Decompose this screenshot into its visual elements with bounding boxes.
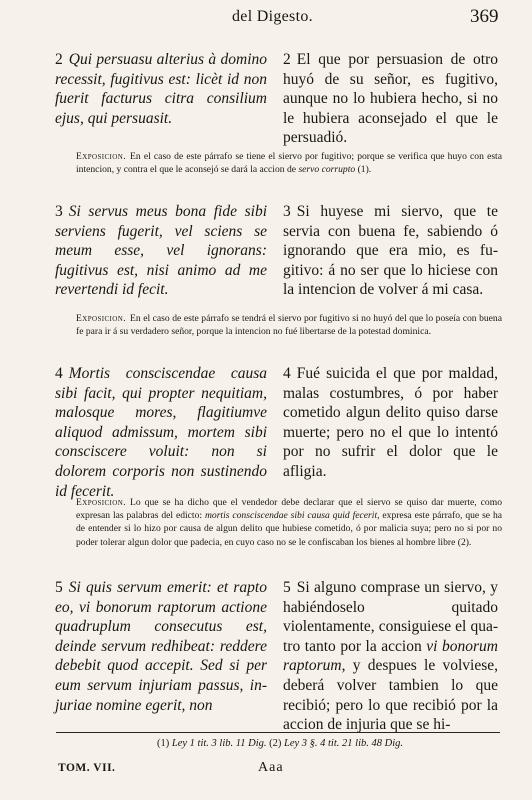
signature-mark: TOM. VII.	[58, 762, 116, 774]
catchword: Aaa	[258, 760, 284, 775]
exposicion-text: Lo que se ha dicho que el vendedor debe declarar que el siervo se quiso dar muerte, como expresan las palabras del edicto:	[76, 497, 502, 522]
exposicion-italic: servo corrupto	[298, 164, 356, 176]
latin-number: 4	[55, 365, 63, 382]
latin-paragraph: Mortis consciscendae causa sibi facit, qui propter nequitiam, malosque mores, flagitiumve aliquod admissum, mortem sibi consciscere voluit: non si dolorem corporis non sustinendo id fecerit.	[55, 365, 267, 500]
spanish-paragraph: Si huyese mi siervo, que te servia con buena fe, sabiendo ó ignorando que era mio, es fugitivo: á no ser que lo hiciese con la intencion de volver á mi casa.	[283, 203, 498, 299]
spanish-text	[283, 50, 498, 148]
page-header	[0, 8, 532, 34]
spanish-paragraph-a: Si alguno comprase un siervo, y habiéndoselo quitado violentamente, consiguiese el quatro tanto por la accion	[283, 579, 498, 655]
latin-number: 3	[55, 203, 63, 220]
spanish-paragraph: Fué suicida el que por maldad, malas costumbres, ó por haber cometido algun delito quiso darse muerte; pero no el que lo intentó por no sufrir el dolor que le afligia.	[283, 365, 498, 480]
latin-text	[55, 364, 267, 501]
footnote-marker-2: (2)	[269, 738, 282, 749]
footnote-rule	[56, 732, 500, 733]
exposicion-tail: , expresa este párrafo, que se ha de entender si lo hizo por causa de algun delito que hubiese cometido, ó por malicia suya; pero no si por no poder tolerar algun dolor que padecia, en cuyo caso no se le confiscaban los bienes al hombre libre (2).	[76, 510, 502, 548]
spanish-italic: vi bonorum raptorum	[283, 637, 498, 675]
footnote-marker-1: (1)	[157, 738, 170, 749]
footnote-ref-2: Ley 3 §. 4 tit. 21 lib. 48 Dig.	[283, 738, 403, 749]
spanish-number: 2	[283, 51, 291, 68]
latin-text	[55, 202, 267, 300]
spanish-number: 5	[283, 579, 291, 596]
footnote-ref-1: Ley 1 tit. 3 lib. 11 Dig.	[171, 738, 267, 749]
spanish-text	[283, 364, 498, 482]
exposicion-text: En el caso de este párrafo se tiene el siervo por fugitivo; porque se verifica que huyo con esta intencion, y contra el que le aconsejó se dará la accion de	[76, 151, 502, 176]
exposicion-4	[76, 496, 502, 549]
latin-text	[55, 578, 267, 715]
exposicion-2	[76, 150, 502, 176]
exposicion-italic: mortis consciscendae sibi causa quid fecerit	[204, 510, 378, 522]
spanish-paragraph: El que por persuasion de otro huyó de su señor, es fugitivo, aunque no lo hubiera hecho, si no le hubiera aconsejado el que le persuadió.	[283, 51, 498, 147]
latin-paragraph: Qui persuasu alterius à domino recessit, fugitivus est: licèt id non fuerit facturus citra consilium ejus, qui persuasit.	[55, 51, 267, 127]
spanish-number: 4	[283, 365, 291, 382]
exposicion-tail: (1).	[357, 164, 372, 176]
exposicion-label: Exposicion.	[76, 313, 126, 324]
latin-paragraph: Si quis servum emerit: et rapto eo, vi bonorum raptorum actione quadruplum consecutus est, deinde servum redhibeat: reddere debebit quod accepit. Sed si per eum servum injuriam passus, injuriae nomine egerit, non	[55, 579, 267, 714]
spanish-number: 3	[283, 203, 291, 220]
exposicion-label: Exposicion.	[76, 151, 126, 162]
latin-number: 5	[55, 579, 63, 596]
spanish-text	[283, 202, 498, 300]
latin-paragraph: Si servus meus bona fide sibi serviens fugerit, vel sciens se meum esse, vel ignorans: fugitivus est, nisi animo ad me revertendi id fecit.	[55, 203, 267, 299]
spanish-paragraph-b: , y despues le volviese, deberá volver tambien lo que recibió; pero lo que recibió por la accion de injuria que se hi-	[283, 657, 498, 734]
running-head: del Digesto.	[232, 8, 313, 25]
exposicion-3	[76, 312, 502, 338]
latin-number: 2	[55, 51, 63, 68]
footnote	[58, 738, 502, 749]
exposicion-text: En el caso de este párrafo se tendrá el siervo por fugitivo si no huyó del que lo poseía con buena fe para ir á su verdadero señor, porque la intencion no fué libertarse de la potestad dominica.	[76, 313, 502, 338]
page-number: 369	[470, 6, 499, 27]
latin-text	[55, 50, 267, 128]
exposicion-label: Exposicion.	[76, 497, 126, 508]
spanish-text	[283, 578, 498, 735]
